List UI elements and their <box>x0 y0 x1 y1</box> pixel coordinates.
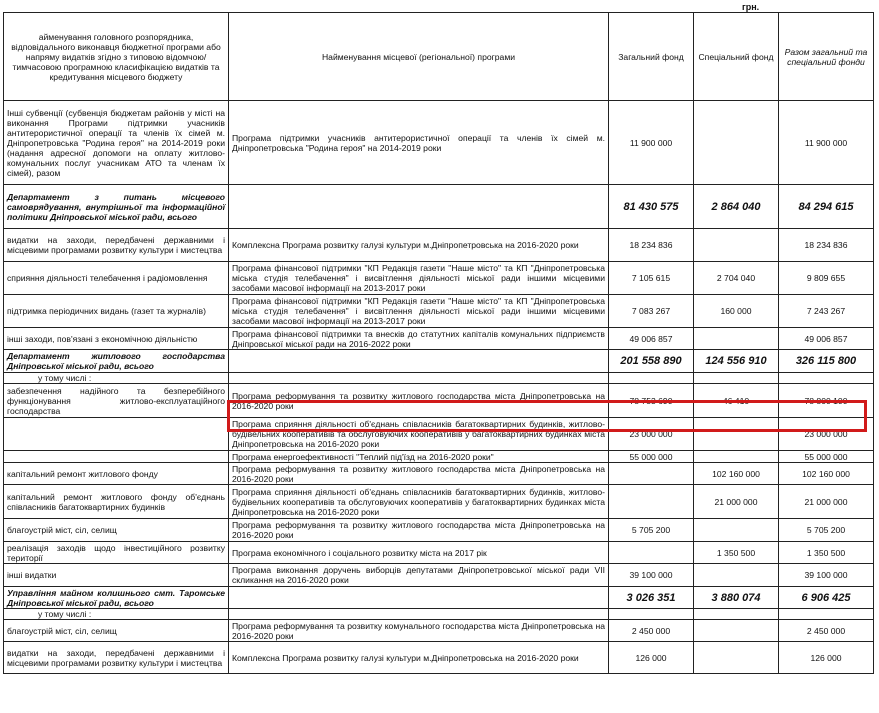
row-total: 49 006 857 <box>779 328 874 350</box>
row-program: Програма реформування та розвитку житлового господарства міста Дніпропетровська на 2016-2020 роки <box>229 384 609 418</box>
header-program: Найменування місцевої (регіональної) програми <box>229 13 609 101</box>
row-program: Програма реформування та розвитку житлового господарства міста Дніпропетровська на 2016-2020 роки <box>229 463 609 485</box>
row-executor: підтримка періодичних видань (газет та журналів) <box>4 295 229 328</box>
row-program <box>229 587 609 609</box>
row-executor: благоустрій міст, сіл, селищ <box>4 620 229 642</box>
row-general-fund <box>609 609 694 620</box>
table-row <box>4 384 874 418</box>
table-row <box>4 519 874 542</box>
row-total: 5 705 200 <box>779 519 874 542</box>
row-general-fund: 126 000 <box>609 642 694 674</box>
table-row <box>4 418 874 451</box>
row-special-fund <box>694 373 779 384</box>
currency-label: грн. <box>742 2 760 12</box>
row-program: Програма виконання доручень виборців депутатами Дніпропетровської міської ради VII скликання на 2016-2020 роки <box>229 564 609 587</box>
row-total: 84 294 615 <box>779 185 874 229</box>
row-general-fund <box>609 463 694 485</box>
row-general-fund: 55 000 000 <box>609 451 694 463</box>
row-executor: інші заходи, пов'язані з економічною діяльністю <box>4 328 229 350</box>
header-special-fund: Спеціальний фонд <box>694 13 779 101</box>
row-executor <box>4 451 229 463</box>
row-general-fund: 7 105 615 <box>609 262 694 295</box>
row-total: 7 243 267 <box>779 295 874 328</box>
row-program: Програма фінансової підтримки "КП Редакція газети "Наше місто" та КП "Дніпропетровська міська студія телебачення" і висвітлення діяльності міської ради іншими місцевими засобами масової інформації на 2013-2017 роки <box>229 295 609 328</box>
row-total: 18 234 836 <box>779 229 874 262</box>
row-special-fund <box>694 519 779 542</box>
row-total: 39 100 000 <box>779 564 874 587</box>
table-row <box>4 262 874 295</box>
row-program: Програма реформування та розвитку житлового господарства міста Дніпропетровська на 2016-2020 роки <box>229 519 609 542</box>
table-row <box>4 564 874 587</box>
row-special-fund: 46 410 <box>694 384 779 418</box>
row-program: Програма фінансової підтримки та внесків до статутних капіталів комунальних підприємств Дніпровської міської ради на 2016-2022 роки <box>229 328 609 350</box>
row-total <box>779 609 874 620</box>
row-general-fund: 7 083 267 <box>609 295 694 328</box>
row-program: Комплексна Програма розвитку галузі культури м.Дніпропетровська на 2016-2020 роки <box>229 642 609 674</box>
header-general-fund: Загальний фонд <box>609 13 694 101</box>
row-executor: Департамент з питань місцевого самоврядування, внутрішньої та інформаційної політики Дніпровської міської ради, всього <box>4 185 229 229</box>
row-total: 102 160 000 <box>779 463 874 485</box>
header-executor: айменування головного розпорядника, відповідального виконавця бюджетної програми або напряму видатків згідно з типовою відомчою/тимчасовою програмною класифікацією видатків та кредитування місцевого бюджету <box>4 13 229 101</box>
row-general-fund: 2 450 000 <box>609 620 694 642</box>
row-special-fund: 1 350 500 <box>694 542 779 564</box>
row-program: Комплексна Програма розвитку галузі культури м.Дніпропетровська на 2016-2020 роки <box>229 229 609 262</box>
table-row <box>4 485 874 519</box>
row-special-fund <box>694 328 779 350</box>
row-executor: капітальний ремонт житлового фонду об'єднань співласників багатоквартирних будинків <box>4 485 229 519</box>
table-row <box>4 542 874 564</box>
row-special-fund: 2 704 040 <box>694 262 779 295</box>
row-general-fund: 201 558 890 <box>609 350 694 373</box>
row-executor: видатки на заходи, передбачені державними і місцевими програмами розвитку культури і мистецтва <box>4 229 229 262</box>
table-row <box>4 373 874 384</box>
row-program: Програма реформування та розвитку комунального господарства міста Дніпропетровська на 2016-2020 роки <box>229 620 609 642</box>
row-special-fund: 2 864 040 <box>694 185 779 229</box>
row-special-fund <box>694 229 779 262</box>
row-executor: у тому числі : <box>4 373 229 384</box>
row-executor: благоустрій міст, сіл, селищ <box>4 519 229 542</box>
row-general-fund <box>609 373 694 384</box>
row-program: Програма енергоефективності "Теплий під'їзд на 2016-2020 роки" <box>229 451 609 463</box>
row-program: Програма економічного і соціального розвитку міста на 2017 рік <box>229 542 609 564</box>
row-special-fund <box>694 451 779 463</box>
row-executor: Управління майном колишнього смт. Таромське Дніпровської міської ради, всього <box>4 587 229 609</box>
row-general-fund: 39 100 000 <box>609 564 694 587</box>
row-executor: Департамент житлового господарства Дніпровської міської ради, всього <box>4 350 229 373</box>
row-program <box>229 609 609 620</box>
table-row <box>4 229 874 262</box>
row-total: 11 900 000 <box>779 101 874 185</box>
row-total: 23 000 000 <box>779 418 874 451</box>
row-executor: сприяння діяльності телебачення і радіомовлення <box>4 262 229 295</box>
table-row <box>4 101 874 185</box>
table-row <box>4 620 874 642</box>
row-general-fund: 81 430 575 <box>609 185 694 229</box>
table-row <box>4 463 874 485</box>
row-executor: капітальний ремонт житлового фонду <box>4 463 229 485</box>
row-program: Програма сприяння діяльності об'єднань співласників багатоквартирних будинків, житлово-будівельних кооперативів та обслуговуючих кооперативів у багатоквартирних будинках міста Дніпропетровська на 2016-2020 роки <box>229 418 609 451</box>
row-executor: Інші субвенції (субвенція бюджетам районів у місті на виконання Програми підтримки учасників антитерористичної операції та членів їх сімей м. Дніпропетровська "Родина героя" на 2014-2019 роки (надання адресної допомоги на оплату житлово-комунальних послуг учасникам АТО та членам їх сімей), разом <box>4 101 229 185</box>
row-special-fund <box>694 101 779 185</box>
table-header-row <box>4 13 874 101</box>
row-general-fund: 49 006 857 <box>609 328 694 350</box>
row-special-fund <box>694 564 779 587</box>
row-total: 2 450 000 <box>779 620 874 642</box>
row-special-fund: 3 880 074 <box>694 587 779 609</box>
row-executor: забезпечення надійного та безперебійного функціонування житлово-експлуатаційного господарства <box>4 384 229 418</box>
row-program: Програма сприяння діяльності об'єднань співласників багатоквартирних будинків, житлово-будівельних кооперативів та обслуговуючих кооперативів у багатоквартирних будинках міста Дніпропетровська на 2016-2020 роки <box>229 485 609 519</box>
row-special-fund: 160 000 <box>694 295 779 328</box>
row-total: 326 115 800 <box>779 350 874 373</box>
table-row <box>4 328 874 350</box>
table-row <box>4 185 874 229</box>
row-total: 1 350 500 <box>779 542 874 564</box>
row-executor: видатки на заходи, передбачені державними і місцевими програмами розвитку культури і мистецтва <box>4 642 229 674</box>
row-general-fund: 3 026 351 <box>609 587 694 609</box>
row-general-fund <box>609 542 694 564</box>
row-program <box>229 350 609 373</box>
row-total: 78 800 100 <box>779 384 874 418</box>
row-special-fund <box>694 620 779 642</box>
table-row <box>4 451 874 463</box>
row-special-fund <box>694 609 779 620</box>
row-executor: реалізація заходів щодо інвестиційного розвитку території <box>4 542 229 564</box>
row-program: Програма підтримки учасників антитерористичної операції та членів їх сімей м. Дніпропетровська "Родина героя" на 2014-2019 роки <box>229 101 609 185</box>
row-total <box>779 373 874 384</box>
row-executor: у тому числі : <box>4 609 229 620</box>
row-special-fund <box>694 642 779 674</box>
row-total: 6 906 425 <box>779 587 874 609</box>
row-executor: інші видатки <box>4 564 229 587</box>
table-row <box>4 587 874 609</box>
row-special-fund: 102 160 000 <box>694 463 779 485</box>
row-program: Програма фінансової підтримки "КП Редакція газети "Наше місто" та КП "Дніпропетровська міська студія телебачення" і висвітлення діяльності міської ради іншими місцевими засобами масової інформації на 2013-2017 роки <box>229 262 609 295</box>
row-total: 55 000 000 <box>779 451 874 463</box>
row-general-fund <box>609 485 694 519</box>
row-general-fund: 11 900 000 <box>609 101 694 185</box>
row-total: 21 000 000 <box>779 485 874 519</box>
row-general-fund: 18 234 836 <box>609 229 694 262</box>
row-general-fund: 78 753 690 <box>609 384 694 418</box>
budget-programs-table <box>3 12 874 674</box>
row-program <box>229 185 609 229</box>
row-special-fund: 124 556 910 <box>694 350 779 373</box>
row-total: 9 809 655 <box>779 262 874 295</box>
row-program <box>229 373 609 384</box>
table-row <box>4 609 874 620</box>
row-executor <box>4 418 229 451</box>
table-row <box>4 642 874 674</box>
table-row <box>4 350 874 373</box>
row-special-fund <box>694 418 779 451</box>
header-total: Разом загальний та спеціальний фонди <box>779 13 874 101</box>
row-general-fund: 23 000 000 <box>609 418 694 451</box>
row-special-fund: 21 000 000 <box>694 485 779 519</box>
table-row <box>4 295 874 328</box>
row-general-fund: 5 705 200 <box>609 519 694 542</box>
row-total: 126 000 <box>779 642 874 674</box>
